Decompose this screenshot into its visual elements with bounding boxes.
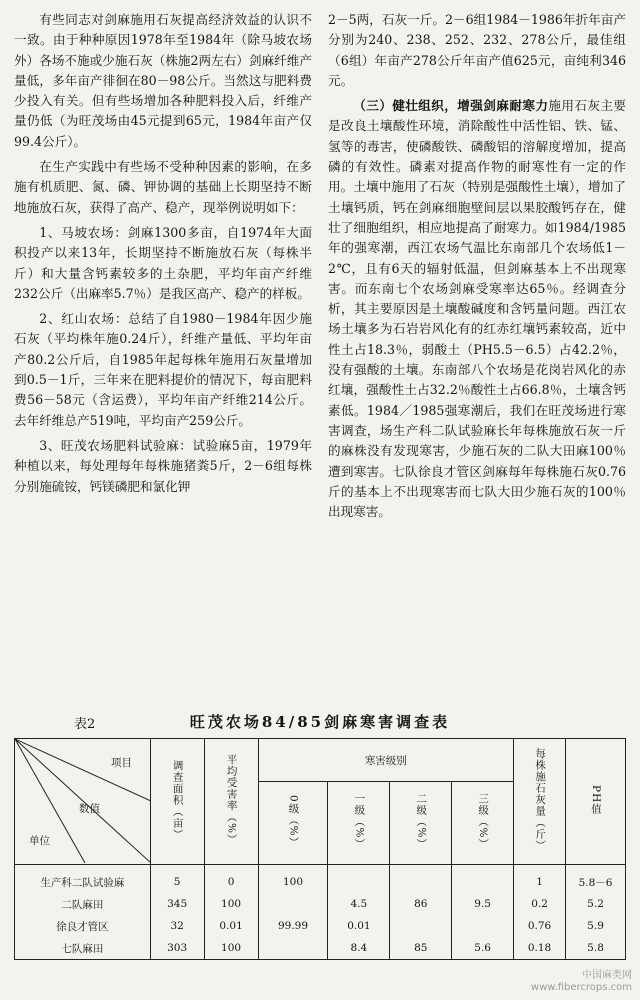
- table-caption: [14, 711, 626, 735]
- cell-unit: 七队麻田: [15, 937, 151, 960]
- cell-grade-1: 8.4: [328, 937, 390, 960]
- right-column: [328, 10, 626, 527]
- cell-area: 32: [150, 915, 204, 937]
- cell-grade-1: 4.5: [328, 893, 390, 915]
- col-header-grade-1: 一级（%）: [328, 782, 390, 865]
- cell-rate: 100: [204, 937, 258, 960]
- cell-grade-3: 5.6: [452, 937, 514, 960]
- watermark-line1: 中国麻类网: [582, 970, 632, 981]
- cell-grade-0: 99.99: [258, 915, 328, 937]
- watermark-line2: www.fibercrops.com: [530, 982, 632, 993]
- col-header-grade-2: 二级（%）: [390, 782, 452, 865]
- col-header-lime: 每株施石灰量（斤）: [514, 739, 566, 865]
- cell-ph: 5.9: [566, 915, 626, 937]
- table-title: 旺茂农场84/85剑麻寒害调查表: [189, 713, 451, 731]
- paragraph: [328, 96, 626, 522]
- cell-grade-2: 86: [390, 893, 452, 915]
- cell-grade-1: [328, 865, 390, 894]
- paragraph: 1、马坡农场：剑麻1300多亩，自1974年大面积投产以来13年，长期坚持不断施放石灰（每株半斤）和大量含钙素较多的土杂肥，平均年亩产纤维232公斤（出麻率5.7％）是我区高产、稳产的样板。: [14, 224, 312, 301]
- cell-lime: 1: [514, 865, 566, 894]
- corner-label-unit: 单位: [29, 835, 50, 847]
- corner-label-value: 数值: [79, 803, 100, 815]
- cell-grade-3: [452, 915, 514, 937]
- table-row: [15, 937, 626, 960]
- paragraph: 在生产实践中有些场不受种种因素的影响，在多施有机质肥、氮、磷、钾协调的基础上长期坚持不断地施放石灰，获得了高产、稳产，现举例说明如下：: [14, 159, 312, 215]
- section-body: 施用石灰主要是改良土壤酸性环境，消除酸性中活性铝、铁、锰、氢等的毒害，使磷酸铁、磷酸铝的溶解度增加，提高磷的有效性。磷素对提高作物的耐寒性有一定的作用。土壤中施用了石灰（特别是强酸性土壤），增加了土壤钙质，钙在剑麻细胞壁间层以果胶酸钙存在，健壮了细胞组织，相应地提高了耐寒力。如1984/1985年的强寒潮，西江农场气温比东南部几个农场低1－2℃，且有6天的辐射低温，但剑麻基本上不出现寒害。而东南七个农场剑麻受寒率达65％。经调查分析，其主要原因是土壤酸碱度和含钙量问题。西江农场土壤多为石岩岩风化有的红赤红壤钙素较高，近中性土占18.3％，弱酸土（PH5.5－6.5）占42.2％，没有强酸的土壤。东南部八个农场是花岗岩风化的赤红壤，强酸性土占32.2％酸性土占66.8％，土壤含钙素低。1984／1985强寒潮后，我们在旺茂场进行寒害调查，场生产科二队试验麻长年每株施放石灰一斤的麻株没有发现寒害，少施石灰的二队大田麻100％遭到寒害。七队徐良才管区剑麻每年每株施石灰0.76斤的基本上不出现寒害而七队大田少施石灰的100％出现寒害。: [328, 98, 627, 520]
- table-row: [15, 915, 626, 937]
- table-row: [15, 865, 626, 894]
- paragraph: 3、旺茂农场肥料试验麻：试验麻5亩，1979年种植以来，每处理每年每株施猪粪5斤，2－6组每株分别施硫铵，钙镁磷肥和氯化钾: [14, 437, 312, 494]
- cell-grade-1: 0.01: [328, 915, 390, 937]
- cell-area: 5: [150, 865, 204, 894]
- cell-grade-0: 100: [258, 865, 328, 894]
- cell-grade-2: [390, 865, 452, 894]
- watermark: [531, 970, 632, 994]
- paragraph: 有些同志对剑麻施用石灰提高经济效益的认识不一致。由于种种原因1978年至1984年（除马坡农场外）各场不施或少施石灰（株施2两左右）剑麻纤维产量低，多年亩产徘徊在80－98公斤。当然这与肥料费少投入有关。但有些场增加各种肥料投入后，纤维产量仍低（为旺茂场由45元提到65元，1984年亩产仅99.4公斤）。: [14, 12, 312, 149]
- cell-area: 345: [150, 893, 204, 915]
- table-number: 表2: [74, 717, 96, 732]
- col-header-area: 调查面积（亩）: [150, 739, 204, 865]
- cell-lime: 0.2: [514, 893, 566, 915]
- col-header-damage-grade: 寒害级别: [258, 739, 514, 782]
- cell-rate: 100: [204, 893, 258, 915]
- cell-area: 303: [150, 937, 204, 960]
- col-header-ph: PH值: [566, 739, 626, 865]
- cell-grade-0: [258, 893, 328, 915]
- col-header-grade-0: 0级（%）: [258, 782, 328, 865]
- cell-grade-0: [258, 937, 328, 960]
- cell-unit: 二队麻田: [15, 893, 151, 915]
- cell-unit: 徐良才管区: [15, 915, 151, 937]
- cell-lime: 0.18: [514, 937, 566, 960]
- section-heading: （三）健壮组织，增强剑麻耐寒力: [353, 98, 549, 114]
- paragraph: 2、红山农场：总结了自1980－1984年因少施石灰（平均株年施0.24斤），纤维产量低、平均年亩产80.2公斤后，自1985年起每株年施用石灰量增加到0.5－1斤，三年来在肥料提价的情况下，每亩肥料费56－58元（含运费），平均年亩产纤维214公斤。去年纤维总产519吨，平均亩产259公斤。: [14, 311, 312, 428]
- cell-ph: 5.8－6: [566, 865, 626, 894]
- col-header-grade-3: 三级（%）: [452, 782, 514, 865]
- col-header-avg-rate: 平均受害率（%）: [204, 739, 258, 865]
- corner-label-item: 项目: [111, 757, 132, 769]
- cell-unit: 生产科二队试验麻: [15, 865, 151, 894]
- cell-rate: 0: [204, 865, 258, 894]
- cell-grade-3: [452, 865, 514, 894]
- paragraph: 2－5两，石灰一斤。2－6组1984－1986年折年亩产分别为240、238、252、232、278公斤，最佳组（6组）年亩产278公斤年亩产值625元，亩纯利346元。: [328, 12, 626, 88]
- cell-rate: 0.01: [204, 915, 258, 937]
- cell-grade-3: 9.5: [452, 893, 514, 915]
- cell-ph: 5.2: [566, 893, 626, 915]
- table-row: [15, 893, 626, 915]
- cell-lime: 0.76: [514, 915, 566, 937]
- cold-damage-survey-table: [14, 738, 626, 960]
- cell-grade-2: [390, 915, 452, 937]
- table-corner-cell: [15, 739, 151, 865]
- cell-grade-2: 85: [390, 937, 452, 960]
- left-column: [14, 10, 312, 502]
- cell-ph: 5.8: [566, 937, 626, 960]
